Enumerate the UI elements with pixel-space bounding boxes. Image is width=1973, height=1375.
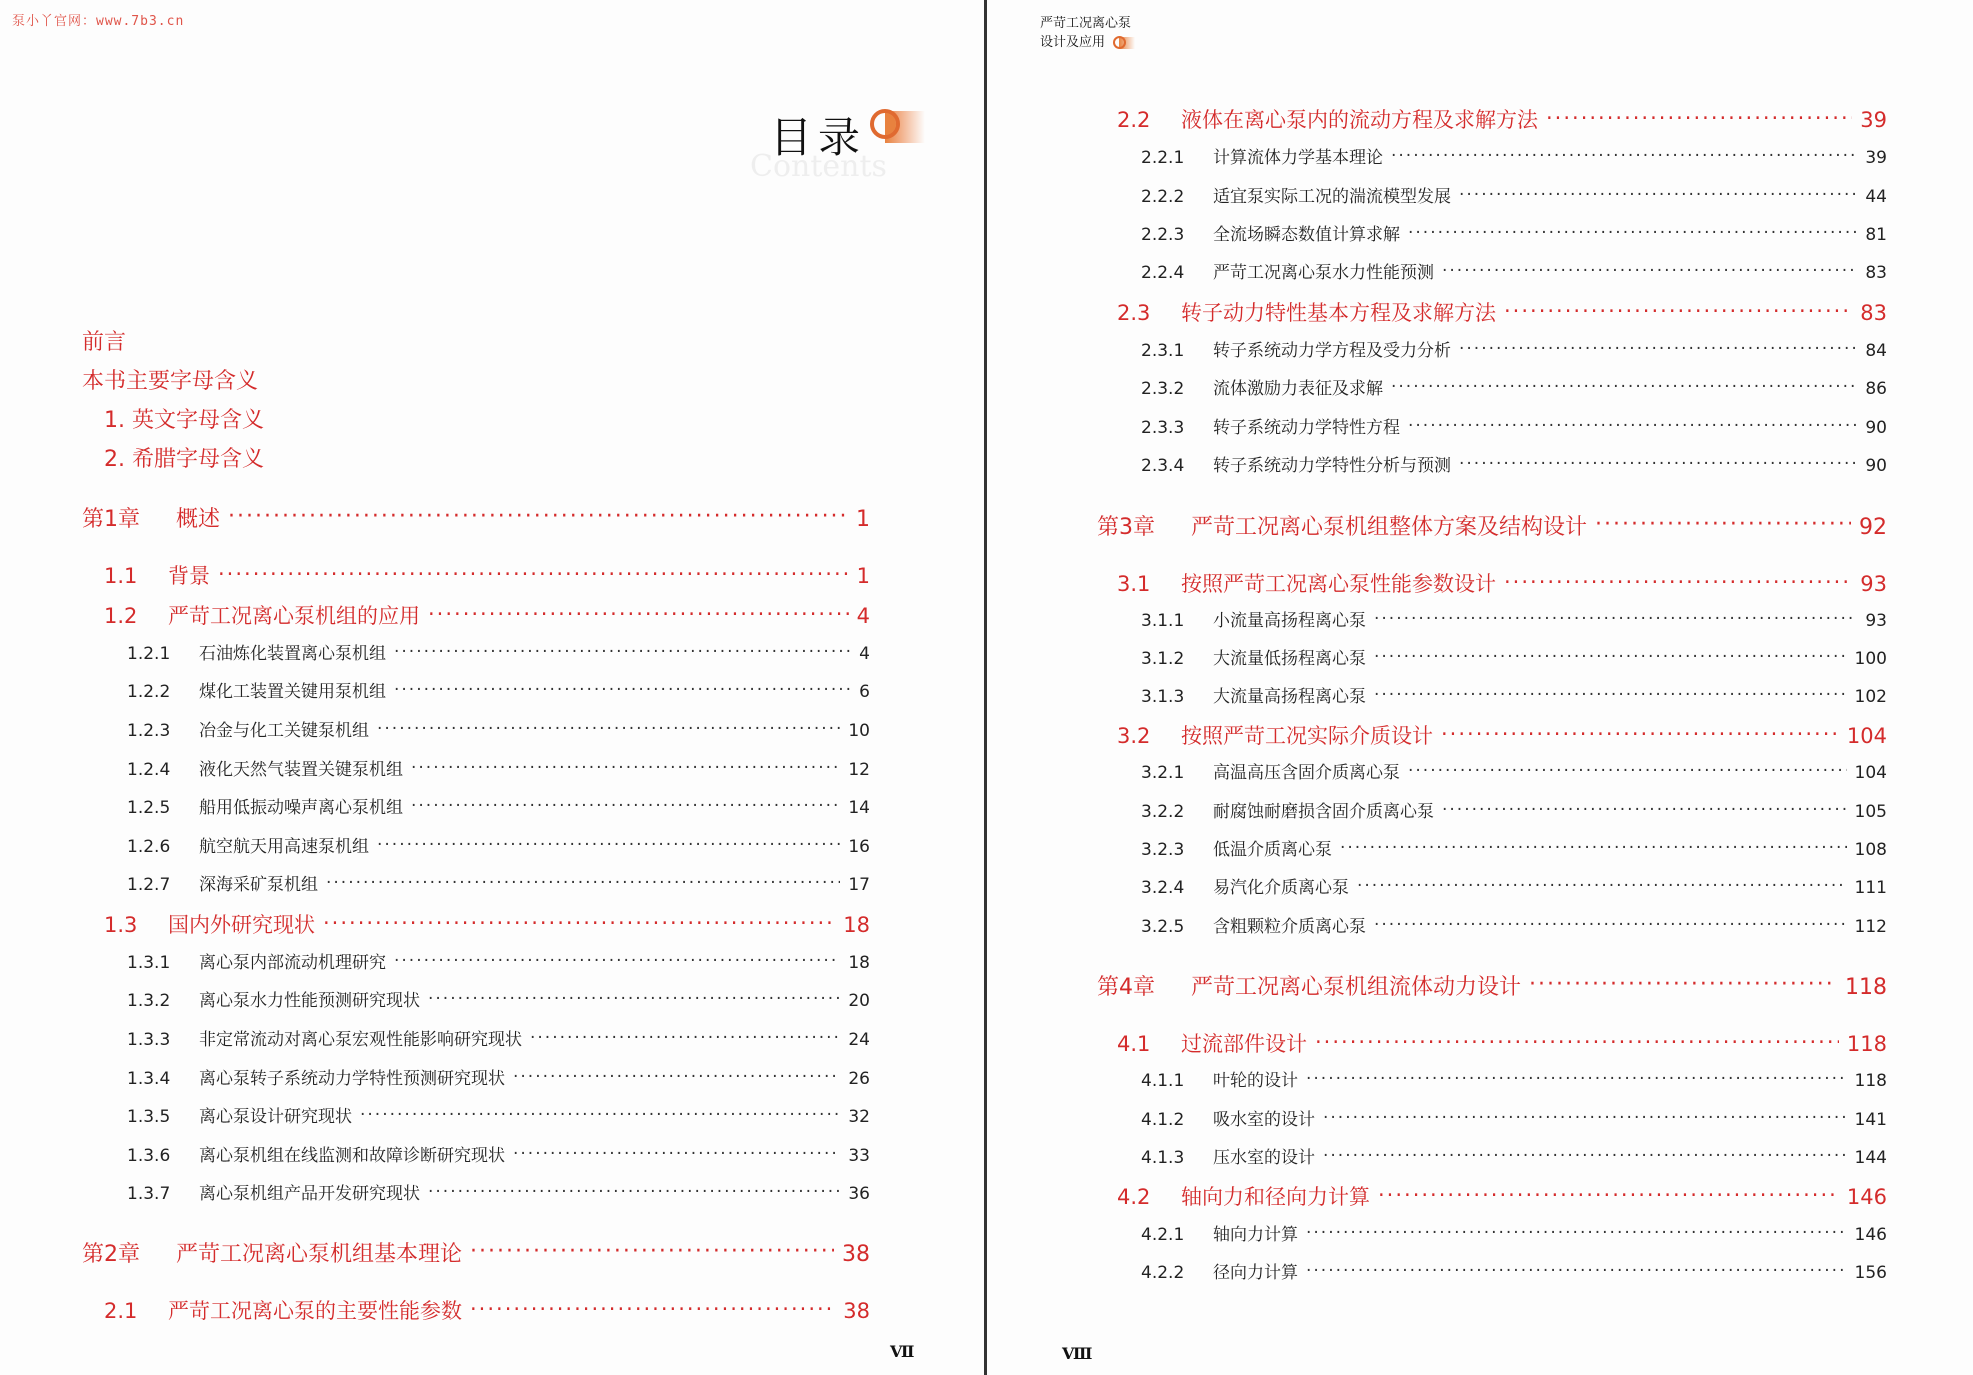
toc-number: 2.2.4 (1141, 263, 1185, 283)
dot-leader (1459, 185, 1857, 202)
toc-page-number: 102 (1854, 687, 1887, 707)
toc-page-number: 144 (1854, 1148, 1887, 1168)
toc-entry-sub[interactable] (1141, 873, 1887, 898)
toc-entry-sub[interactable] (127, 870, 870, 895)
toc-entry-sub[interactable] (127, 948, 870, 973)
dot-leader (1374, 685, 1847, 702)
toc-number: 3.1 (1117, 572, 1151, 596)
toc-page-number: 112 (1854, 917, 1887, 937)
toc-number: 3.2.5 (1141, 917, 1185, 937)
toc-number: 2.3.1 (1141, 341, 1185, 361)
toc-page-number: 18 (843, 913, 870, 937)
toc-label: 流体激励力表征及求解 (1213, 379, 1383, 399)
toc-number: 2.1 (104, 1299, 138, 1323)
toc-entry-sub[interactable] (1141, 336, 1887, 361)
toc-number: 第3章 (1097, 515, 1155, 540)
dot-leader (428, 989, 840, 1006)
running-header-line2: 设计及应用 (1040, 35, 1106, 50)
toc-entry-sub[interactable] (1141, 1143, 1887, 1168)
dot-leader (1391, 146, 1857, 163)
toc-page-number: 118 (1846, 1032, 1887, 1056)
toc-entry-sub[interactable] (1141, 182, 1887, 207)
toc-page-number: 118 (1845, 975, 1887, 1000)
toc-entry-section[interactable] (1117, 104, 1887, 134)
toc-entry-chapter[interactable] (1097, 970, 1887, 1001)
toc-label: 低温介质离心泵 (1213, 840, 1332, 860)
toc-label: 吸水室的设计 (1213, 1110, 1315, 1130)
toc-label: 冶金与化工关键泵机组 (199, 721, 369, 741)
toc-entry-sub[interactable] (127, 1179, 870, 1204)
dot-leader (228, 504, 848, 526)
toc-number: 1.3 (104, 913, 138, 937)
toc-number: 4.2.2 (1141, 1263, 1185, 1283)
dot-leader (1323, 1146, 1847, 1163)
toc-entry-sub[interactable] (127, 677, 870, 702)
toc-label: 易汽化介质离心泵 (1213, 878, 1349, 898)
toc-label: 船用低振动噪声离心泵机组 (199, 798, 403, 818)
toc-entry-sub[interactable] (127, 755, 870, 780)
toc-page-number: 92 (1859, 515, 1887, 540)
toc-entry-sub[interactable] (1141, 606, 1887, 631)
toc-label: 深海采矿泵机组 (199, 875, 318, 895)
book-logo-icon (870, 109, 925, 145)
dot-leader (1442, 261, 1857, 278)
toc-page-number: 93 (1860, 572, 1887, 596)
toc-page-number: 38 (842, 1242, 870, 1267)
toc-entry-sub[interactable] (127, 986, 870, 1011)
toc-title-block (750, 105, 887, 184)
toc-number: 4.1 (1117, 1032, 1151, 1056)
toc-number: 3.2.1 (1141, 763, 1185, 783)
toc-page-number: 146 (1854, 1225, 1887, 1245)
toc-page-number: 93 (1865, 611, 1887, 631)
toc-label: 径向力计算 (1213, 1263, 1298, 1283)
dot-leader (428, 602, 849, 623)
toc-label: 转子系统动力学特性方程 (1213, 418, 1400, 438)
toc-label: 含粗颗粒介质离心泵 (1213, 917, 1366, 937)
toc-number: 3.2.3 (1141, 840, 1185, 860)
toc-label: 离心泵内部流动机理研究 (199, 953, 386, 973)
dot-leader (1306, 1069, 1847, 1086)
toc-front-symbols[interactable] (82, 364, 258, 395)
toc-label: 前言 (82, 330, 127, 355)
toc-number: 4.2 (1117, 1185, 1151, 1209)
toc-entry-sub[interactable] (1141, 1258, 1887, 1283)
dot-leader (1595, 512, 1851, 534)
toc-page-number: 105 (1854, 802, 1887, 822)
toc-label: 小流量高扬程离心泵 (1213, 611, 1366, 631)
dot-leader (470, 1239, 834, 1261)
toc-number: 1.1 (104, 564, 138, 588)
toc-label: 严苛工况离心泵机组流体动力设计 (1191, 975, 1522, 1000)
toc-entry-sub[interactable] (1141, 1220, 1887, 1245)
toc-label: 离心泵机组产品开发研究现状 (199, 1184, 420, 1204)
toc-label: 2. 希腊字母含义 (104, 447, 264, 472)
dot-leader (377, 835, 840, 852)
toc-page-number: 86 (1865, 379, 1887, 399)
toc-number: 1.2.2 (127, 682, 171, 702)
toc-label: 严苛工况离心泵机组基本理论 (176, 1242, 463, 1267)
toc-entry-sub[interactable] (127, 716, 870, 741)
toc-page-number: 90 (1865, 418, 1887, 438)
toc-page-number: 26 (848, 1069, 870, 1089)
toc-label: 严苛工况离心泵水力性能预测 (1213, 263, 1434, 283)
toc-entry-sub[interactable] (1141, 758, 1887, 783)
page-title: 目录 (770, 113, 867, 162)
toc-entry-sub[interactable] (127, 832, 870, 857)
toc-number: 1.3.5 (127, 1107, 171, 1127)
dot-leader (323, 911, 835, 932)
toc-page-number: 32 (848, 1107, 870, 1127)
toc-number: 3.2.4 (1141, 878, 1185, 898)
toc-entry-sub[interactable] (1141, 143, 1887, 168)
toc-number: 2.3 (1117, 301, 1151, 325)
toc-label: 按照严苛工况离心泵性能参数设计 (1181, 572, 1496, 596)
page-number-folio: Ⅶ (890, 1342, 915, 1361)
toc-entry-sub[interactable] (1141, 374, 1887, 399)
toc-entry-sub[interactable] (1141, 682, 1887, 707)
toc-entry-sub[interactable] (1141, 1105, 1887, 1130)
toc-label: 压水室的设计 (1213, 1148, 1315, 1168)
toc-entry-chapter[interactable] (82, 502, 870, 533)
toc-entry-section[interactable] (104, 600, 870, 630)
dot-leader (513, 1067, 840, 1084)
toc-page-number: 90 (1865, 456, 1887, 476)
toc-page-number: 1 (856, 507, 870, 532)
toc-number: 1.3.3 (127, 1030, 171, 1050)
toc-label: 轴向力和径向力计算 (1181, 1185, 1370, 1209)
page-title-english: Contents (750, 149, 887, 184)
dot-leader (1442, 800, 1847, 817)
toc-page-number: 14 (848, 798, 870, 818)
toc-label: 适宜泵实际工况的湍流模型发展 (1213, 187, 1451, 207)
toc-label: 转子系统动力学方程及受力分析 (1213, 341, 1451, 361)
toc-page-number: 4 (856, 604, 870, 628)
toc-page-number: 84 (1865, 341, 1887, 361)
dot-leader (1504, 570, 1852, 591)
dot-leader (360, 1105, 840, 1122)
toc-label: 煤化工装置关键用泵机组 (199, 682, 386, 702)
toc-page-number: 141 (1854, 1110, 1887, 1130)
toc-number: 2.3.3 (1141, 418, 1185, 438)
toc-number: 4.1.1 (1141, 1071, 1185, 1091)
toc-label: 过流部件设计 (1181, 1032, 1307, 1056)
toc-entry-sub[interactable] (1141, 1066, 1887, 1091)
running-header-line1: 严苛工况离心泵 (1040, 16, 1132, 31)
toc-page-number: 18 (848, 953, 870, 973)
toc-label: 液体在离心泵内的流动方程及求解方法 (1181, 108, 1538, 132)
dot-leader (1459, 339, 1857, 356)
dot-leader (1378, 1183, 1839, 1204)
dot-leader (1323, 1108, 1847, 1125)
toc-label: 高温高压含固介质离心泵 (1213, 763, 1400, 783)
toc-label: 离心泵设计研究现状 (199, 1107, 352, 1127)
toc-entry-section[interactable] (1117, 1028, 1887, 1058)
dot-leader (1357, 876, 1847, 893)
dot-leader (326, 873, 840, 890)
dot-leader (1504, 299, 1852, 320)
toc-entry-section[interactable] (1117, 297, 1887, 327)
toc-number: 1.3.7 (127, 1184, 171, 1204)
toc-number: 4.1.3 (1141, 1148, 1185, 1168)
toc-label: 转子系统动力学特性分析与预测 (1213, 456, 1451, 476)
toc-entry-sub[interactable] (127, 793, 870, 818)
toc-number: 2.3.2 (1141, 379, 1185, 399)
toc-number: 1.3.2 (127, 991, 171, 1011)
dot-leader (470, 1297, 835, 1318)
dot-leader (530, 1028, 840, 1045)
toc-page-number: 44 (1865, 187, 1887, 207)
book-logo-small-icon (1113, 36, 1135, 50)
toc-page-number: 38 (843, 1299, 870, 1323)
toc-number: 第1章 (82, 507, 140, 532)
toc-entry-section[interactable] (104, 909, 870, 939)
toc-number: 4.2.1 (1141, 1225, 1185, 1245)
toc-number: 3.2 (1117, 724, 1151, 748)
toc-number: 4.1.2 (1141, 1110, 1185, 1130)
toc-entry-sub[interactable] (1141, 835, 1887, 860)
toc-label: 非定常流动对离心泵宏观性能影响研究现状 (199, 1030, 522, 1050)
dot-leader (1315, 1030, 1839, 1051)
toc-number: 3.1.2 (1141, 649, 1185, 669)
dot-leader (513, 1144, 840, 1161)
dot-leader (1441, 722, 1839, 743)
toc-page-number: 39 (1865, 148, 1887, 168)
toc-label: 严苛工况离心泵机组的应用 (168, 604, 420, 628)
toc-number: 1.3.1 (127, 953, 171, 973)
toc-page-number: 17 (848, 875, 870, 895)
toc-number: 2.3.4 (1141, 456, 1185, 476)
toc-page-number: 24 (848, 1030, 870, 1050)
dot-leader (394, 951, 840, 968)
toc-label: 计算流体力学基本理论 (1213, 148, 1383, 168)
toc-number: 1.2.3 (127, 721, 171, 741)
dot-leader (1374, 915, 1847, 932)
page-number-folio: Ⅷ (1062, 1344, 1093, 1363)
toc-page-number: 118 (1854, 1071, 1887, 1091)
dot-leader (1340, 838, 1847, 855)
toc-page-number: 111 (1854, 878, 1887, 898)
dot-leader (1408, 416, 1857, 433)
toc-entry-section[interactable] (1117, 720, 1887, 750)
toc-page-number: 108 (1854, 840, 1887, 860)
toc-entry-section[interactable] (1117, 568, 1887, 598)
toc-number: 第2章 (82, 1242, 140, 1267)
toc-entry-section[interactable] (104, 560, 870, 590)
toc-page-number: 39 (1860, 108, 1887, 132)
dot-leader (411, 758, 840, 775)
dot-leader (377, 719, 840, 736)
toc-page-number: 33 (848, 1146, 870, 1166)
toc-label: 大流量低扬程离心泵 (1213, 649, 1366, 669)
left-page (0, 0, 984, 1375)
dot-leader (1306, 1261, 1847, 1278)
toc-page-number: 4 (859, 644, 870, 664)
dot-leader (218, 562, 849, 583)
toc-front-greek-letters[interactable] (104, 442, 264, 473)
toc-number: 2.2.3 (1141, 225, 1185, 245)
toc-number: 1.2.6 (127, 837, 171, 857)
dot-leader (411, 796, 840, 813)
toc-label: 概述 (176, 507, 221, 532)
dot-leader (1408, 223, 1857, 240)
toc-entry-section[interactable] (1117, 1181, 1887, 1211)
watermark-text: 泵小丫官网：www.7b3.cn (12, 14, 185, 29)
dot-leader (1459, 454, 1857, 471)
toc-label: 本书主要字母含义 (82, 369, 259, 394)
toc-entry-chapter[interactable] (1097, 510, 1887, 541)
dot-leader (1529, 972, 1837, 994)
running-header (1040, 14, 1135, 52)
right-page (987, 0, 1973, 1375)
toc-number: 1.3.4 (127, 1069, 171, 1089)
toc-page-number: 83 (1860, 301, 1887, 325)
toc-number: 1.2.4 (127, 760, 171, 780)
dot-leader (1546, 106, 1852, 127)
toc-entry-sub[interactable] (1141, 644, 1887, 669)
toc-number: 2.2.2 (1141, 187, 1185, 207)
toc-entry-sub[interactable] (127, 639, 870, 664)
toc-number: 1.3.6 (127, 1146, 171, 1166)
toc-label: 国内外研究现状 (168, 913, 315, 937)
toc-front-english-letters[interactable] (104, 403, 264, 434)
toc-entry-sub[interactable] (1141, 220, 1887, 245)
toc-number: 3.1.1 (1141, 611, 1185, 631)
toc-front-preface[interactable] (82, 325, 126, 356)
toc-page-number: 10 (848, 721, 870, 741)
toc-label: 背景 (168, 564, 210, 588)
toc-label: 石油炼化装置离心泵机组 (199, 644, 386, 664)
toc-page-number: 16 (848, 837, 870, 857)
toc-entry-sub[interactable] (1141, 413, 1887, 438)
toc-label: 离心泵水力性能预测研究现状 (199, 991, 420, 1011)
toc-page-number: 1 (856, 564, 870, 588)
toc-number: 1.2.7 (127, 875, 171, 895)
toc-page-number: 20 (848, 991, 870, 1011)
dot-leader (1391, 377, 1857, 394)
toc-number: 1.2.5 (127, 798, 171, 818)
toc-entry-sub[interactable] (1141, 258, 1887, 283)
toc-page-number: 81 (1865, 225, 1887, 245)
toc-number: 1.2.1 (127, 644, 171, 664)
toc-entry-sub[interactable] (127, 1141, 870, 1166)
toc-entry-sub[interactable] (1141, 451, 1887, 476)
toc-number: 2.2 (1117, 108, 1151, 132)
dot-leader (1374, 647, 1847, 664)
toc-page-number: 12 (848, 760, 870, 780)
toc-page-number: 83 (1865, 263, 1887, 283)
running-header-line2-row (1040, 33, 1135, 52)
toc-page-number: 104 (1846, 724, 1887, 748)
toc-label: 航空航天用高速泵机组 (199, 837, 369, 857)
toc-entry-sub[interactable] (127, 1064, 870, 1089)
toc-page-number: 100 (1854, 649, 1887, 669)
toc-label: 离心泵转子系统动力学特性预测研究现状 (199, 1069, 505, 1089)
toc-label: 全流场瞬态数值计算求解 (1213, 225, 1400, 245)
toc-page-number: 6 (859, 682, 870, 702)
toc-label: 严苛工况离心泵的主要性能参数 (168, 1299, 462, 1323)
toc-label: 耐腐蚀耐磨损含固介质离心泵 (1213, 802, 1434, 822)
toc-entry-sub[interactable] (1141, 912, 1887, 937)
toc-label: 1. 英文字母含义 (104, 408, 264, 433)
toc-page-number: 104 (1854, 763, 1887, 783)
toc-number: 2.2.1 (1141, 148, 1185, 168)
toc-entry-sub[interactable] (127, 1102, 870, 1127)
dot-leader (1374, 609, 1857, 626)
toc-entry-sub[interactable] (1141, 797, 1887, 822)
dot-leader (428, 1182, 840, 1199)
toc-label: 严苛工况离心泵机组整体方案及结构设计 (1191, 515, 1588, 540)
dot-leader (394, 680, 851, 697)
toc-page-number: 156 (1854, 1263, 1887, 1283)
toc-page-number: 146 (1846, 1185, 1887, 1209)
toc-page-number: 36 (848, 1184, 870, 1204)
toc-number: 3.2.2 (1141, 802, 1185, 822)
toc-number: 第4章 (1097, 975, 1155, 1000)
dot-leader (1408, 761, 1847, 778)
toc-label: 大流量高扬程离心泵 (1213, 687, 1366, 707)
toc-number: 1.2 (104, 604, 138, 628)
toc-entry-chapter[interactable] (82, 1237, 870, 1268)
toc-label: 离心泵机组在线监测和故障诊断研究现状 (199, 1146, 505, 1166)
toc-label: 按照严苛工况实际介质设计 (1181, 724, 1433, 748)
toc-label: 液化天然气装置关键泵机组 (199, 760, 403, 780)
dot-leader (394, 642, 851, 659)
toc-label: 叶轮的设计 (1213, 1071, 1298, 1091)
toc-label: 轴向力计算 (1213, 1225, 1298, 1245)
toc-label: 转子动力特性基本方程及求解方法 (1181, 301, 1496, 325)
toc-entry-sub[interactable] (127, 1025, 870, 1050)
toc-number: 3.1.3 (1141, 687, 1185, 707)
toc-entry-section[interactable] (104, 1295, 870, 1325)
dot-leader (1306, 1223, 1847, 1240)
